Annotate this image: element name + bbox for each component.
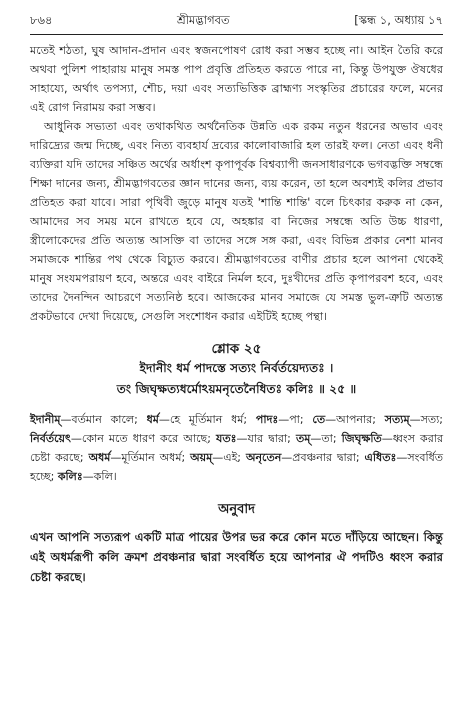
synonym-word: কলিঃ (57, 470, 83, 483)
synonym-word: যতঃ (216, 432, 237, 445)
synonym-meaning: প্রবঞ্চনার দ্বারা; (292, 451, 360, 464)
purport-section (30, 41, 443, 326)
synonym-meaning: ধ্বংস করার চেষ্টা করছে; (30, 432, 444, 464)
synonym-meaning: যার দ্বারা; (247, 432, 291, 445)
page-header (30, 12, 443, 34)
purport-paragraph: আধুনিক সভ্যতা এবং তথাকথিত অর্থনৈতিক উন্নতি এক রকম নতুন ধরনের অভাব এবং দারিদ্র্যের জন্ম দিচ্ছে, এবং নিত্য ব্যবহার্য দ্রব্যের কালোবাজারি হল তারই ফল। নেতা এবং ধনী ব্যক্তিরা যদি তাদের সঞ্চিত অর্থের অর্ধাংশ কৃপাপূর্বক বিশ্বব্যাপী জনসাধারণকে ভগবদ্ভক্তি সম্বন্ধে শিক্ষা দানের জন্য, শ্রীমদ্ভাগবতের জ্ঞান দানের জন্য, ব্যয় করেন, তা হলে অবশ্যই কলির প্রভাব প্রতিহত করা যাবে। সারা পৃথিবী জুড়ে মানুষ যতই 'শান্তি শান্তি' বলে চিৎকার করুক না কেন, আমাদের সব সময় মনে রাখতে হবে যে, অহঙ্কার বা নিজের সম্বন্ধে অতি উচ্চ ধারণা, স্ত্রীলোকেদের প্রতি অত্যন্ত আসক্তি বা তাদের সঙ্গে সঙ্গ করা, এবং বিভিন্ন প্রকার নেশা মানব সমাজকে শান্তির পথ থেকে বিচ্যুত করবে। শ্রীমদ্ভাগবতের বাণীর প্রচার হলে আপনা থেকেই মানুষ সংযমপরায়ণ হবে, অন্তরে এবং বাইরে নির্মল হবে, দুঃখীদের প্রতি কৃপাপরবশ হবে, এবং তাদের দৈনন্দিন আচরণে সত্যনিষ্ঠ হবে। আজকের মানব সমাজে যে সমস্ত ভুল-ত্রুটি অত্যন্ত প্রকটভাবে দেখা দিয়েছে, সেগুলি সংশোধন করার এইটিই হচ্ছে পন্থা। (30, 120, 443, 323)
translation-heading: অনুবাদ (218, 502, 255, 517)
verse-line: তং জিঘৃক্ষত্যধর্মোঽয়মনৃতেনৈধিতঃ কলিঃ ॥ ২৫ ॥ (116, 382, 357, 396)
synonym-word: সত্যম্ (384, 413, 410, 426)
synonym-word: তম্ (296, 432, 311, 445)
synonym-word: ধর্ম (146, 413, 159, 426)
purport-paragraph: মতেই শঠতা, ঘুষ আদান-প্রদান এবং স্বজনপোষণ রোধ করা সম্ভব হচ্ছে না। আইন তৈরি করে অথবা পুলিশ পাহারায় মানুষ সমস্ত পাপ প্রবৃত্তি প্রতিহত করতে পারে না, কিন্তু উপযুক্ত ঔষধের সাহায্যে, অর্থাৎ তপস্যা, শৌচ, দয়া এবং সত্যভিত্তিক ব্রাহ্মণ্য সংস্কৃতির প্রচারের ফলে, মনের এই রোগ নিরাময় করা সম্ভব। (30, 44, 443, 114)
synonym-meaning: সত্য; (420, 413, 443, 426)
synonym-meaning: পা; (289, 413, 304, 426)
synonym-word: অধর্ম (88, 451, 111, 464)
word-synonyms: ইদানীম্—বর্তমান কালে; ধর্ম—হে মূর্তিমান ধর্ম; পাদঃ—পা; তে—আপনার; সত্যম্—সত্য; নির্বর্তয়েৎ—কোন মতে ধারণ করে আছে; যতঃ—যার দ্বারা; তম্—তা; জিঘৃক্ষতি—ধ্বংস করার চেষ্টা করছে; অধর্ম—মূর্তিমান অধর্ম; অয়ম্—এই; অনৃতেন—প্রবঞ্চনার দ্বারা; এধিতঃ—সংবর্ধিত হচ্ছে; কলিঃ—কলি। (30, 413, 444, 483)
chapter-reference: [স্কন্ধ ১, অধ্যায় ১৭ (354, 13, 443, 27)
synonym-word: নির্বর্তয়েৎ (30, 432, 71, 445)
synonym-word: পাদঃ (255, 413, 279, 426)
verse-line: ইদানীং ধর্ম পাদস্তে সত্যং নির্বর্তয়েদ্যতঃ । (139, 361, 334, 375)
synonym-word: জিঘৃক্ষতি (341, 432, 382, 445)
header-rule (30, 34, 443, 35)
synonym-meaning: বর্তমান কালে; (71, 413, 138, 426)
book-title: শ্রীমদ্ভাগবত (176, 13, 230, 27)
synonym-meaning: কোন মতে ধারণ করে আছে; (81, 432, 211, 445)
synonym-meaning: মূর্তিমান অধর্ম; (121, 451, 186, 464)
synonym-meaning: আপনার; (336, 413, 376, 426)
synonym-word: অয়ম্ (190, 451, 213, 464)
synonym-meaning: সংবর্ধিত হচ্ছে; (30, 451, 444, 483)
page-number: ৮৬৪ (30, 13, 53, 27)
synonym-meaning: হে মূর্তিমান ধর্ম; (169, 413, 248, 426)
synonym-meaning: এই; (223, 451, 242, 464)
synonym-word: ইদানীম্ (30, 413, 61, 426)
verse-text (30, 358, 443, 400)
synonym-word: এধিতঃ (364, 451, 397, 464)
synonym-word: তে (312, 413, 326, 426)
synonym-word: অনৃতেন (245, 451, 282, 464)
translation-text: এখন আপনি সত্যরূপ একটি মাত্র পায়ের উপর ভর করে কোন মতে দাঁড়িয়ে আছেন। কিন্তু এই অধর্মরূপী কলি ক্রমশ প্রবঞ্চনার দ্বারা সংবর্ধিত হয়ে আপনার ঐ পদটিও ধ্বংস করার চেষ্টা করছে। (30, 530, 443, 584)
verse-heading: শ্লোক ২৫ (211, 341, 262, 357)
synonym-meaning: তা; (321, 432, 337, 445)
synonym-meaning: কলি। (93, 470, 117, 483)
